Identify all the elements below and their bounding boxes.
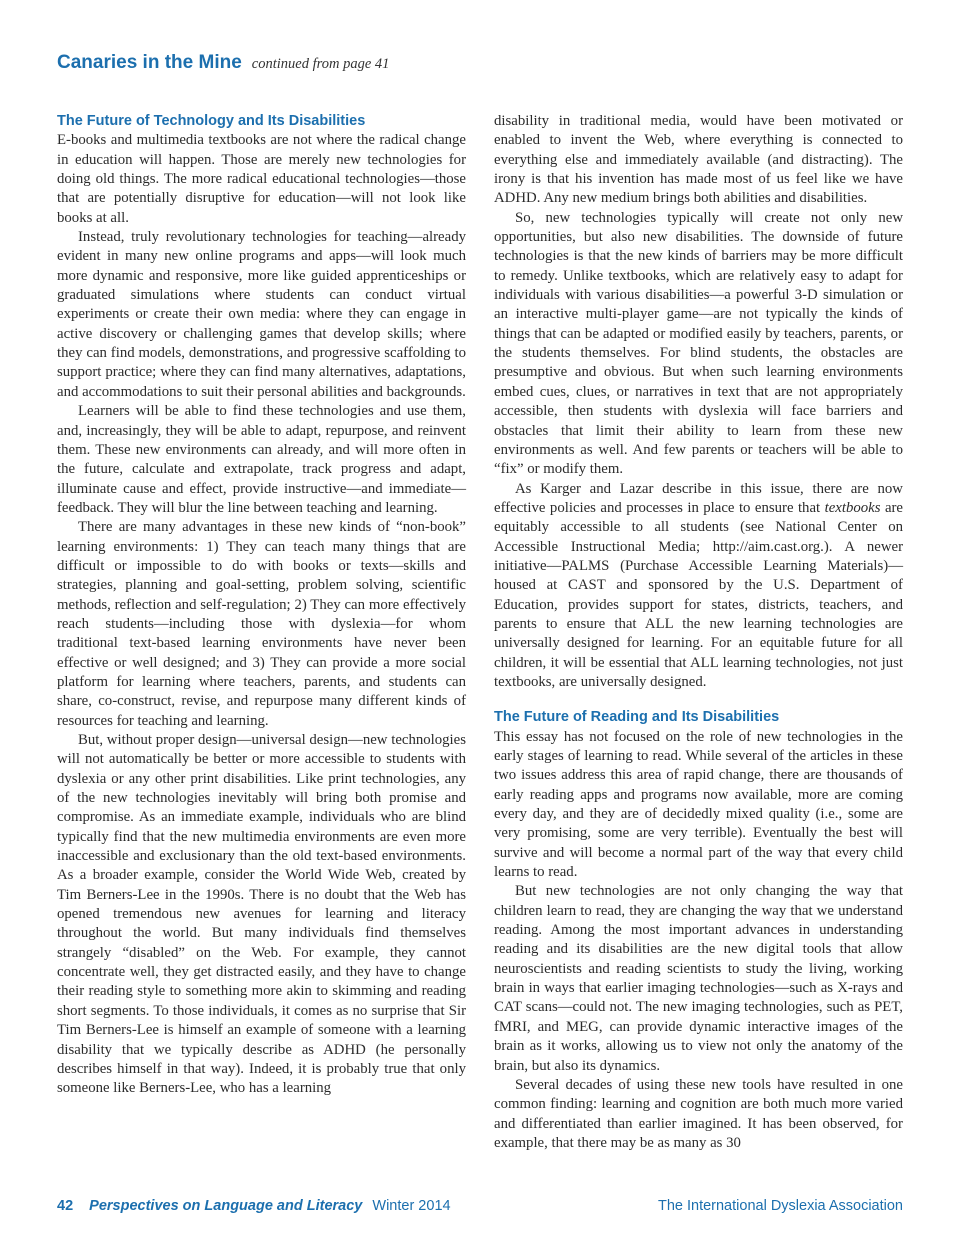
paragraph: So, new technologies typically will create not only new opportunities, but also new disabilities. The downside of future technologies is that the new kinds of barriers may be more difficult to remedy. Unlike textbooks, which are relatively easy to adapt for individuals with various disabilities—a powerful 3-D simulation or an interactive multi-player game—are not typically the kinds of things that can be adapted or modified easily by teachers, parents, or the students themselves. For blind students, the obstacles are presumptive and obvious. But when such learning environments embed cues, clues, or narratives in text that are not appropriately accessible, then students with dyslexia will face barriers and obstacles that limit their ability to learn from these new environments as well. And few parents or teachers will be able to “fix” or modify them. xyxy=(494,209,903,478)
continued-note: continued from page 41 xyxy=(251,56,390,72)
paragraph: Several decades of using these new tools have resulted in one common finding: learning and cognition are both much more varied and differentiated than earlier imagined. It has been observed, for example, that there may be as many as 30 xyxy=(494,1076,903,1151)
article-title: Canaries in the Mine xyxy=(57,52,242,73)
paragraph: There are many advantages in these new kinds of “non-book” learning environments: 1) They can teach many things that are difficult or impossible to do with books or texts—skills and strategies, planning and goal-setting, problem solving, scientific methods, reflection and self-regulation; 2) They can more effectively reach students—including those with dyslexia—for whom traditional text-based learning environments have never been effective or well designed; and 3) They can provide a more social platform for learning where teachers, parents, and students can share, co-construct, revise, and repurpose many different kinds of resources for teaching and learning. xyxy=(57,519,466,729)
paragraph: Instead, truly revolutionary technologies for teaching—already evident in many new online programs and apps—will look much more dynamic and responsive, more like guided apprenticeships or graduated simulations where students can conduct virtual experiments or create their own media: where they can engage in active discovery or challenging games that develop skills; where they can find models, demonstrations, and progressive scaffolding to support practice; where they can find many alternatives, adaptations, and accommodations to suit their personal abilities and backgrounds. xyxy=(57,229,466,400)
paragraph: But, without proper design—universal design—new technologies will not automatically be better or more accessible to students with dyslexia or any other print disabilities. Like print technologies, any of the new technologies inevitably will bring both promise and compromise. As an immediate example, individuals who are blind typically find that the new multimedia environments are even more inaccessible and exclusionary than the old text-based environments. As a broader example, consider the World Wide Web, created by Tim Berners-Lee in the 1990s. There is no doubt that the Web has opened tremendous new avenues for learning and literacy throughout the world. But many individuals find themselves strangely “disabled” on the Web. For example, they cannot concentrate well, they get distracted easily, and they have to change their reading style to something more akin to skimming and reading short segments. To those individuals, it comes as no surprise that Sir Tim Berners-Lee is himself an example of someone with a learning disability that we typically describe as ADHD (he personally describes himself in that way). Indeed, it is probably true that only someone like Berners-Lee, who has a learning xyxy=(57,732,466,1097)
paragraph: E-books and multimedia textbooks are not where the radical change in education will happen. Those are merely new technologies for doing old things. The more radical educational technologies—those that are potentially disruptive for education—will not look like books at all. xyxy=(57,132,466,226)
right-column xyxy=(494,112,903,1153)
page-footer xyxy=(57,1198,903,1214)
emphasis-textbooks: textbooks xyxy=(824,499,881,516)
section-heading-reading: The Future of Reading and Its Disabilities xyxy=(494,709,780,726)
left-column xyxy=(57,112,466,1099)
paragraph: disability in traditional media, would have been motivated or enabled to invent the Web, where everything is connected to everything else and immediately available (and distracting). The irony is that his invention has made most of us feel like we have ADHD. Any new medium brings both abilities and disabilities. xyxy=(494,113,903,207)
publication-name: Perspectives on Language and Literacy xyxy=(89,1198,363,1214)
paragraph: Learners will be able to find these technologies and use them, and, increasingly, they will be able to adapt, repurpose, and reinvent them. These new environments can already, and will more often in the future, calculate and extrapolate, track progress and adapt, illuminate cause and effect, provide instructive—and immediate—feedback. They will blur the line between teaching and learning. xyxy=(57,403,466,516)
page-number: 42 xyxy=(57,1198,74,1214)
section-heading-technology: The Future of Technology and Its Disabilities xyxy=(57,113,366,129)
issue-label: Winter 2014 xyxy=(372,1198,451,1214)
paragraph xyxy=(494,480,903,693)
paragraph: But new technologies are not only changing the way that children learn to read, they are changing the way that we understand reading. Among the most important advances in understanding reading and its disabilities are the new digital tools that allow neuroscientists and reading scientists to study the living, working brain in ways that earlier imaging technologies—such as X-rays and CAT scans—could not. The new imaging technologies, such as PET, fMRI, and MEG, can provide dynamic interactive images of the brain as it works, allowing us to view not only the anatomy of the brain, but also its dynamics. xyxy=(494,883,903,1074)
running-head xyxy=(57,52,389,74)
text-run: As Karger and Lazar describe in this issue, there are now effective policies and processes in place to ensure that xyxy=(494,480,903,516)
text-run: are equitably accessible to all students (see National Center on Accessible Instructional Media; http://aim.cast.org.). A newer initiative—PALMS (Purchase Accessible Learning Materials)—housed at CAST and sponsored by the U.S. Department of Education, provides support for states, districts, teachers, and parents to ensure that ALL the new learning technologies are universally designed for learning. For an equitable future for all children, it will be essential that ALL learning technologies, not just textbooks, are universally designed. xyxy=(494,499,904,690)
organization-name: The International Dyslexia Association xyxy=(657,1198,903,1214)
paragraph: This essay has not focused on the role of new technologies in the early stages of learning to read. While several of the articles in these two issues address this area of rapid change, there are thousands of early reading apps and programs now available, more are coming every day, and they are of decidedly mixed quality (i.e., some are very promising, some are very terrible). Eventually the best will survive and will become a normal part of the way that every child learns to read. xyxy=(494,728,903,881)
